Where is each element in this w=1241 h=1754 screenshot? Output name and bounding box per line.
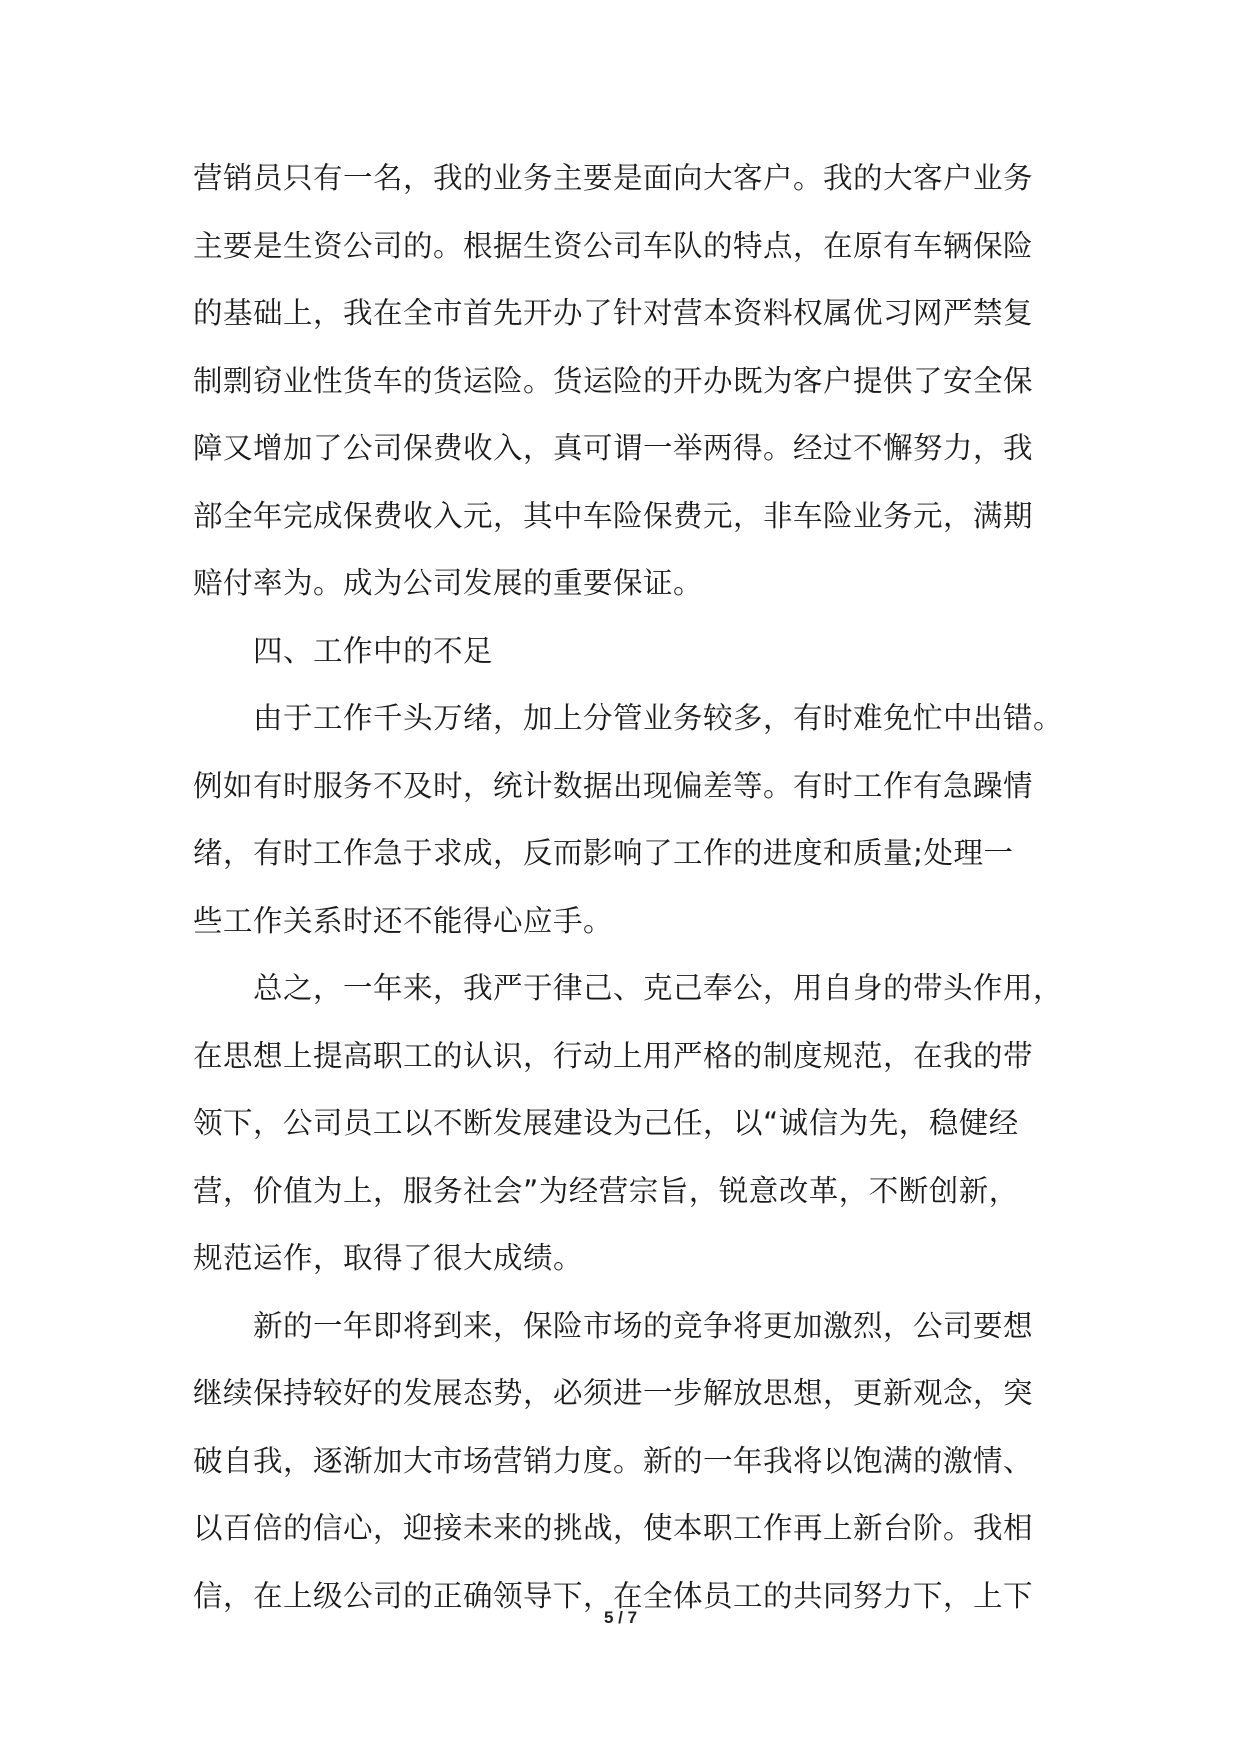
text-line: 信，在上级公司的正确领导下，在全体员工的共同努力下，上下 [193, 1578, 1034, 1613]
text-line: 由于工作千头万绪，加上分管业务较多，有时难免忙中出错。 [193, 701, 1064, 735]
text-line: 规范运作，取得了很大成绩。 [193, 1241, 584, 1275]
text-line: 破自我，逐渐加大市场营销力度。新的一年我将以饱满的激情、 [193, 1443, 1034, 1478]
text-line: 障又增加了公司保费收入，真可谓一举两得。经过不懈努力，我 [193, 431, 1034, 465]
text-line: 领下，公司员工以不断发展建设为己任，以“诚信为先，稳健经 [193, 1106, 1019, 1140]
text-line: 营销员只有一名，我的业务主要是面向大客户。我的大客户业务 [193, 161, 1034, 195]
text-line: 新的一年即将到来，保险市场的竞争将更加激烈，公司要想 [193, 1308, 1034, 1343]
body-text [193, 145, 1064, 1630]
text-line: 部全年完成保费收入元，其中车险保费元，非车险业务元，满期 [193, 498, 1034, 533]
text-line: 的基础上，我在全市首先开办了针对营本资料权属优习网严禁复 [193, 296, 1034, 330]
text-line: 些工作关系时还不能得心应手。 [193, 903, 614, 938]
page-number: 5 / 7 [603, 1608, 638, 1627]
text-line: 绪，有时工作急于求成，反而影响了工作的进度和质量;处理一 [193, 836, 1014, 870]
text-line: 主要是生资公司的。根据生资公司车队的特点，在原有车辆保险 [193, 228, 1034, 263]
text-line: 总之，一年来，我严于律己、克己奉公，用自身的带头作用， [193, 971, 1064, 1005]
text-line: 制剽窃业性货车的货运险。货运险的开办既为客户提供了安全保 [193, 363, 1034, 398]
text-line: 在思想上提高职工的认识，行动上用严格的制度规范，在我的带 [193, 1038, 1034, 1073]
text-line: 例如有时服务不及时，统计数据出现偏差等。有时工作有急躁情 [193, 768, 1034, 803]
text-line: 赔付率为。成为公司发展的重要保证。 [193, 566, 704, 600]
text-line: 以百倍的信心，迎接未来的挑战，使本职工作再上新台阶。我相 [193, 1511, 1034, 1545]
text-line: 营，价值为上，服务社会”为经营宗旨，锐意改革，不断创新， [193, 1173, 1019, 1208]
text-line: 继续保持较好的发展态势，必须进一步解放思想，更新观念，突 [193, 1376, 1034, 1410]
section-heading: 四、工作中的不足 [193, 633, 494, 668]
